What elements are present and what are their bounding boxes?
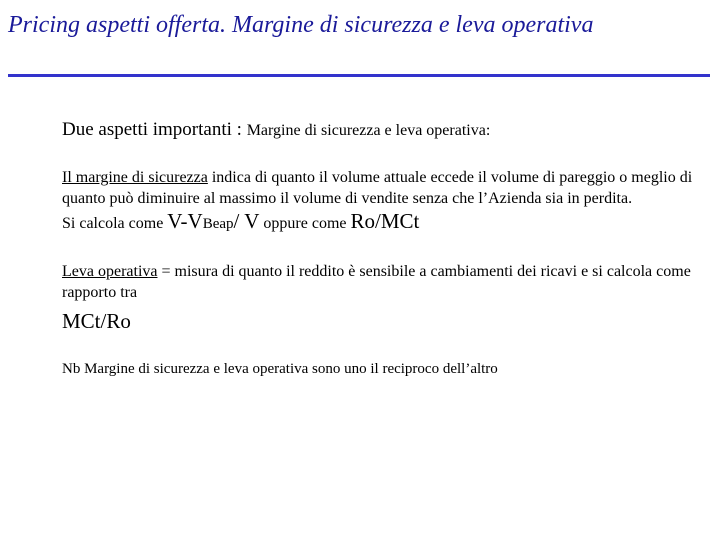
margine-formula-line bbox=[62, 211, 702, 235]
margine-text: indica di quanto il volume attuale eccede il volume di pareggio o meglio di quanto può diminuire al massimo il volume di vendite senza che l’Azienda sia in perdita. bbox=[62, 169, 693, 207]
leva-term: Leva operativa bbox=[62, 263, 158, 280]
slide-title: Pricing aspetti offerta. Margine di sicurezza e leva operativa bbox=[8, 12, 594, 38]
formula-beap-sub: Beap bbox=[202, 216, 234, 232]
leva-definition bbox=[62, 261, 702, 303]
leva-text: = misura di quanto il reddito è sensibile a cambiamenti dei ricavi e si calcola come rapporto tra bbox=[62, 263, 691, 301]
formula-ro-mct: Ro/MCt bbox=[350, 209, 420, 233]
slide-body bbox=[62, 118, 702, 379]
intro-topics: Margine di sicurezza e leva operativa: bbox=[246, 122, 491, 139]
intro-line bbox=[62, 118, 702, 143]
leva-formula: MCt/Ro bbox=[62, 309, 131, 333]
margine-definition bbox=[62, 167, 702, 209]
formula-v-vbeap: V-VBeap/ V bbox=[167, 209, 260, 233]
note-line: Nb Margine di sicurezza e leva operativa sono uno il reciproco dell’altro bbox=[62, 361, 498, 377]
title-underline-rule bbox=[8, 74, 710, 77]
calc-or: oppure come bbox=[259, 215, 351, 232]
intro-lead: Due aspetti importanti : bbox=[62, 119, 247, 140]
margine-term: Il margine di sicurezza bbox=[62, 169, 208, 186]
calc-prefix: Si calcola come bbox=[62, 215, 168, 232]
